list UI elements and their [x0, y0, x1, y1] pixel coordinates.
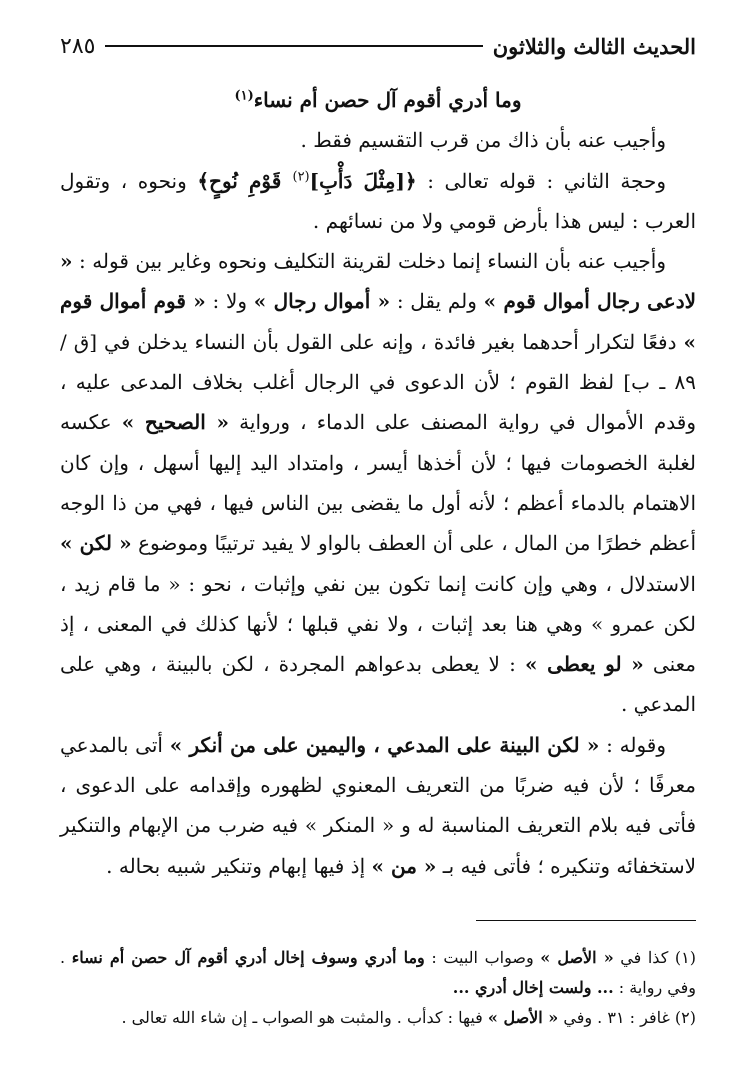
- verse-text: وما أدري أقوم آل حصن أم نساء: [253, 88, 522, 112]
- bold-run: « قوم أموال قوم »: [60, 289, 696, 354]
- bold-run: « الأصل »: [540, 947, 614, 967]
- bold-run: وما أدري وسوف إخال أدري أقوم آل حصن أم نساء: [71, 947, 425, 967]
- running-header: [60, 28, 696, 64]
- header-rule: [105, 45, 482, 47]
- text-run: وحجة الثاني : قوله تعالى :: [416, 168, 666, 193]
- page-number: ٢٨٥: [60, 33, 96, 59]
- bold-run: « الأصل »: [487, 1007, 559, 1027]
- text-run: عكسه لغلبة الخصومات فيها ؛ لأن أخذها أيسر ، وامتداد اليد إليها أسهل ، وإن كان الاهتمام بالدماء أعظم ؛ لأنه أول ما يقضى بين الناس فيها ، فهي من ذا الوجه أعظم خطرًا من المال ، على أن العطف بالواو لا يفيد ترتيبًا وموضوع: [60, 410, 697, 556]
- bold-run: قَوْمِ نُوحٍ﴾: [197, 168, 293, 193]
- text-run: دفعًا لتكرار أحدهما بغير فائدة ، وإنه على القول بأن النساء يدخلن في [ق / ٨٩ ـ ب] لفظ القوم ؛ لأن الدعوى في الرجال أغلب بخلاف المدعى عليه ، وقدم الأموال في رواية المصنف على الدماء ، ورواية: [60, 329, 696, 435]
- text-run: ولم يقل :: [390, 289, 484, 314]
- text-run: إذ فيها إبهام وتنكير شبيه بحاله .: [106, 853, 372, 878]
- text-run: ونحوه ، وتقول العرب : ليس هذا بأرض قومي ولا من نسائهم .: [60, 168, 696, 233]
- bold-run: ... ولست إخال أدري ...: [452, 977, 614, 997]
- verse-line: [60, 80, 696, 120]
- bold-run: « لكن البينة على المدعي ، واليمين على من أنكر »: [169, 732, 600, 757]
- text-run: وأجيب عنه بأن ذاك من قرب التقسيم فقط .: [300, 128, 666, 153]
- text-run: (١) كذا في: [613, 947, 697, 967]
- text-run: وأجيب عنه بأن النساء إنما دخلت لقرينة التكليف ونحوه وغاير بين قوله :: [72, 249, 666, 274]
- text-run: (٢) غافر : ٣١ . وفي: [558, 1007, 696, 1027]
- bold-run: « الصحيح »: [121, 410, 230, 435]
- footnotes: [60, 943, 696, 1033]
- footnote-2: [60, 1003, 696, 1033]
- text-run: وصواب البيت :: [424, 947, 541, 967]
- text-run: . وفي رواية :: [60, 947, 696, 997]
- text-run: وقوله :: [599, 732, 667, 757]
- footnote-1: [60, 943, 696, 1003]
- bold-run: « لادعى رجال أموال قوم »: [60, 249, 697, 314]
- bold-run: ﴿[مِثْلَ دَأْبِ]: [309, 168, 417, 193]
- text-run: أتى بالمدعي معرفًا ؛ لأن فيه ضربًا من التعريف المعنوي لظهوره وإقدامه على الدعوى ، فأتى فيه بلام التعريف المناسبة له و « المنكر » فيه ضرب من الإبهام والتنكير لاستخفائه وتنكيره ؛ فأتى فيه بـ: [60, 732, 696, 878]
- text-run: فيها : كدأب . والمثبت هو الصواب ـ إن شاء الله تعالى .: [121, 1007, 488, 1027]
- paragraph-2: [60, 161, 696, 242]
- text-run: : لا يعطى بدعواهم المجردة ، لكن بالبينة ، وهي على المدعي .: [60, 652, 696, 717]
- verse-footnote-ref: (١): [234, 88, 254, 104]
- bold-run: « أموال رجال »: [253, 289, 391, 314]
- bold-run: « لكن »: [60, 531, 132, 556]
- bold-run: « لو يعطى »: [524, 652, 644, 677]
- paragraph-1: [60, 120, 696, 160]
- paragraph-3: [60, 241, 696, 725]
- header-title: الحديث الثالث والثلاثون: [492, 33, 696, 59]
- paragraph-4: [60, 725, 696, 886]
- footnote-separator: [476, 920, 696, 921]
- text-run: الاستدلال ، وهي وإن كانت إنما تكون بين نفي وإثبات ، نحو : « ما قام زيد ، لكن عمرو » وهي هنا بعد إثبات ، ولا نفي قبلها ؛ لأنها كذلك في المعنى ، إذ معنى: [60, 571, 696, 677]
- footnote-ref: (٢): [292, 168, 310, 184]
- body-text: [60, 80, 696, 886]
- bold-run: « من »: [371, 853, 437, 878]
- document-page: [60, 28, 696, 1049]
- text-run: ولا :: [205, 289, 254, 314]
